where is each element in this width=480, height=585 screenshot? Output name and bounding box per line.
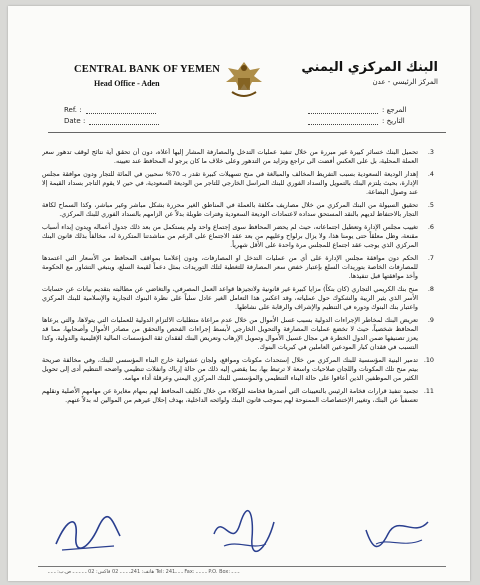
point-number: 7. xyxy=(427,254,434,262)
numbered-point xyxy=(42,387,434,405)
point-number: 3. xyxy=(427,148,434,156)
date-label-english: Date : xyxy=(64,117,86,125)
point-text: تحقيق السيولة من البنك المركزي من خلال مصاريف مكلفة بالعملة في المناطق الغير محررة بشكل مباشر وغير مباشر، وكذا السماح لكافة التجار بالاحتفاظ لديهم بالنقد المستحق سداده لاعتمادات الوديعة السعودية وفترات طويلة بدلاً عن الزامهم بالسداد الفوري للبنك المركزي. xyxy=(42,201,418,218)
point-text: تعريض البنك لمخاطر الإجراءات الدولية بسبب غسل الأموال من خلال عدم مراعاة متطلبات الالتزام الدولية للعمليات التي يتولاها، والتي يرعاها المحافظ شخصياً، حيث لا تخضع عمليات المصارفة والتحويل الخارجي لأبسط إجراءات الفحص والتحقق من مصادر الأموال وأصحابها، مما قد يعزز تصنيفها ضمن الدول الخطرة في مجال غسيل الأموال وتمويل الإرهاب وتعريض البنك لفقدان ثقة المؤسسات المالية الإقليمية والدولية، وكذا التسبب في فقدان كبار المودعين العاملين في كبريات البنوك. xyxy=(42,316,418,351)
letterhead-english xyxy=(74,64,224,88)
signature-center xyxy=(204,504,284,558)
ref-line-arabic xyxy=(308,106,378,114)
bank-name-english: CENTRAL BANK OF YEMEN xyxy=(74,64,221,75)
numbered-point xyxy=(42,316,434,352)
footer-divider xyxy=(38,566,446,567)
office-name-english: Head Office - Aden xyxy=(94,79,160,88)
point-number: 6. xyxy=(427,223,434,231)
point-number: 9. xyxy=(427,316,434,324)
date-field-arabic xyxy=(304,117,405,125)
point-number: 5. xyxy=(427,201,434,209)
footer-contact: هاتف: 241ـ ـ ـ ـ 02 فاكس: 02 ـ ـ ـ ـ ـ ص.ب: ـ ـ ـ Tel: 241ـ ـ ـ Fax: ـ ـ ـ ـ P.O. Box: ـ ـ ـ xyxy=(48,569,240,575)
point-text: منح بنك الكريمي التجاري (كان بنكاً) مزايا كبيرة غير قانونية ولاتجيزها قواعد العمل المصرفي، والتغاضي عن مطالبته بتقديم بيانات عن حسابات الأسر الذي يثير الريبة والشكوك حول عملياته، وقد اعكس هذا التعامل الغير عادل سلباً على نظرة البنوك التجارية والإسلامية للبنك المركزي واعتبار بنك البنوك ودوره في التنظيم والإشراف والرقابة على نشاطها. xyxy=(42,285,418,311)
signature-left xyxy=(48,506,128,556)
numbered-point xyxy=(42,356,434,383)
numbered-point xyxy=(42,254,434,281)
signature-right xyxy=(358,508,438,556)
numbered-point xyxy=(42,148,434,166)
point-text: الحكم دون موافقة مجلس الإدارة على أي من عمليات التدخل او المصارفات، ودون إعلامنا بمواقف المحافظ من الأسعار التي اعتمدها للمصارفات الخاصة بتوريدات السلع بإعتبار خفض سعر المصارفة للتغطية لتلك التوريدات بمثل دعماً لقيمة السلع، وينبغي التشاور مع الحكومة وأخذ موافقتها قبل تنفيذها. xyxy=(42,254,418,280)
letter-body xyxy=(42,148,434,508)
header-divider xyxy=(48,132,446,133)
date-field-english xyxy=(64,117,163,125)
date-label-arabic: التاريخ : xyxy=(382,117,405,125)
ref-label-arabic: المرجع : xyxy=(382,106,407,114)
point-text: تجميد تنفيذ قرارات فخامة الرئيس بالتعيينات التي أصدرها فخامته للوكلاء من خلال تكليف المحافظ لهم بمهام مغايرة عن مهامهم الأصلية ونقلهم تعسفياً عن البنك، وتغيير الإختصاصات الممنوحة لهم بموجب قانون البنك ولوائحه الداخلية، بهدف إحلال غيرهم من الموالين له بدلاً عنهم. xyxy=(42,387,418,404)
point-text: إهدار الوديعة السعودية بسبب التفريط المخالف والمبالغة في منح تسهيلات كبيرة تقدر بـ 70% سحبين في المائة للتجار ودون موافقة مجلس الإدارة، بحيث يلتزم البنك بالتمويل والسداد الفوري للبنك المراسل الخارجي للتاجر من الوديعة السعودية، في حين لا يقوم التاجر بسداد القيمة إلا عند وصول البضاعة. xyxy=(42,170,418,196)
letter-page xyxy=(8,6,470,581)
office-name-arabic: المركز الرئيسي - عدن xyxy=(372,78,438,86)
point-number: 4. xyxy=(427,170,434,178)
bank-name-arabic: البنك المركزي اليمني xyxy=(301,60,438,75)
letterhead-arabic xyxy=(301,60,438,86)
yemen-emblem-icon xyxy=(222,58,266,102)
point-number: 11. xyxy=(423,387,434,395)
point-text: تدمير البنية المؤسسية للبنك المركزي من خلال إستحداث مكونات ومواقع، ولجان عشوائية خارج البناء المؤسسي للبنك، وفي مخالفة صريحة بيتم منح تلك المكونات واللجان صلاحيات واسعة لا ترتبط بها، بما يقضي إليه ذلك من حالة إرباك وانفلات تنظيمي واضحه التنظيم أدى إلى تحويل الكثير من الموظفين الذين أعاقوا على حالة البناء التنظيمي والمؤسسي للبنك المركزي اليمني وعرقلة أداء مهامه. xyxy=(42,356,418,382)
ref-field-english xyxy=(64,106,160,114)
ref-field-arabic xyxy=(304,106,407,114)
numbered-point xyxy=(42,285,434,312)
numbered-point xyxy=(42,201,434,219)
numbered-point xyxy=(42,223,434,250)
point-number: 10. xyxy=(423,356,434,364)
point-text: تغييب مجلس الإدارة وتعطيل اجتماعاته، حيث لم يحضر المحافظ سوى إجتماع واحد ولم يستكمل من بعد ذلك جدول أعماله ويدون إبداء أسباب مقنعة، وظل معلقاً حتى يومنا هذا، ولا يزال برلواح وعليهم من بعد عقد الاجتماع على الرغم من مناشدتنا المتكررة له، مخالفاً بذلك قانون البنك المركزي الذي يوجب عقد اجتماع للمجلس مرة واحدة على الأقل شهرياً. xyxy=(42,223,418,249)
point-number: 8. xyxy=(427,285,434,293)
point-text: تحميل البنك خسائر كبيرة غير مبررة من خلال تنفيذ عمليات التدخل والمصارفة المشار إليها أعلاه، دون أن تحقق أية نتائج لوقف تدهور سعر العملة المحلية، بل على العكس أفضت الى تراجع وتزايد من التدهور وعلى خلاف ما كان يرجو له المحافظ عند تعيينه. xyxy=(42,148,418,165)
numbered-point xyxy=(42,170,434,197)
date-line-arabic xyxy=(308,117,378,125)
ref-label-english: Ref. : xyxy=(64,106,82,114)
date-line xyxy=(89,117,159,125)
ref-line xyxy=(86,106,156,114)
